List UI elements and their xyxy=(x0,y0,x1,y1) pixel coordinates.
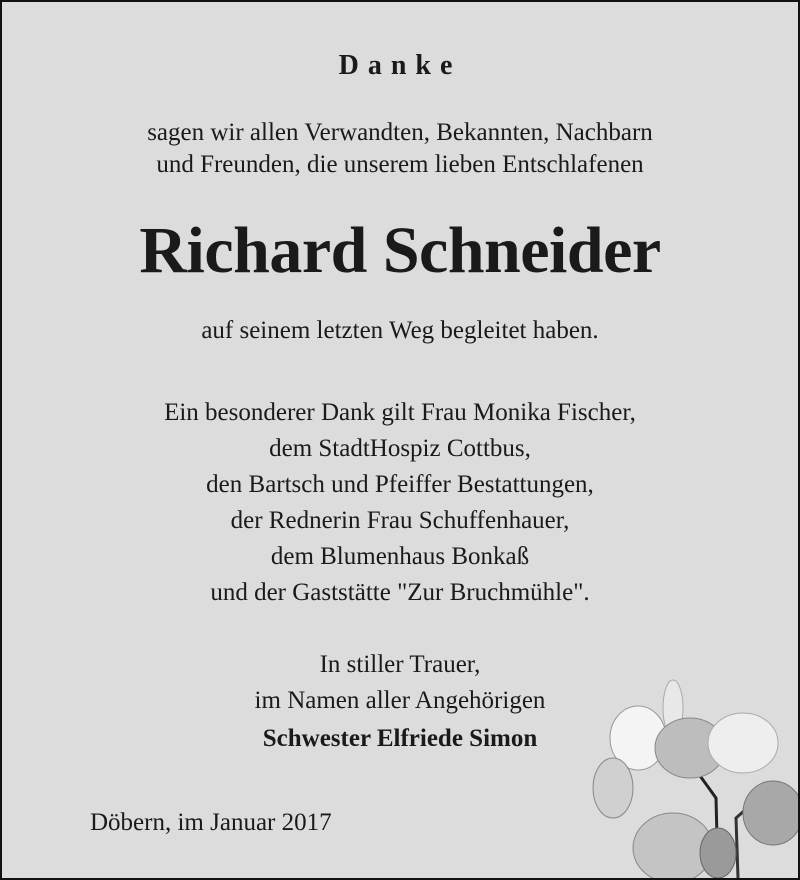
thanks-line: den Bartsch und Pfeiffer Bestattungen, xyxy=(206,471,594,498)
thanks-line: der Rednerin Frau Schuffenhauer, xyxy=(230,507,570,534)
deceased-name: Richard Schneider xyxy=(139,214,661,287)
after-name-line: auf seinem letzten Weg begleitet haben. xyxy=(201,317,599,344)
place-date: Döbern, im Januar 2017 xyxy=(90,809,332,836)
signature: Schwester Elfriede Simon xyxy=(262,725,538,752)
heading: Danke xyxy=(338,50,462,81)
thanks-line: dem Blumenhaus Bonkaß xyxy=(270,543,530,570)
thanks-line: dem StadtHospiz Cottbus, xyxy=(269,435,531,462)
thanks-line: und der Gaststätte "Zur Bruchmühle". xyxy=(210,579,590,606)
orchid-image xyxy=(578,678,798,878)
closing-line: In stiller Trauer, xyxy=(319,651,481,678)
intro-line: und Freunden, die unserem lieben Entschlafenen xyxy=(156,151,644,178)
thanks-line: Ein besonderer Dank gilt Frau Monika Fischer, xyxy=(164,399,636,426)
closing-line: im Namen aller Angehörigen xyxy=(254,687,546,714)
intro-line: sagen wir allen Verwandten, Bekannten, Nachbarn xyxy=(147,119,653,146)
